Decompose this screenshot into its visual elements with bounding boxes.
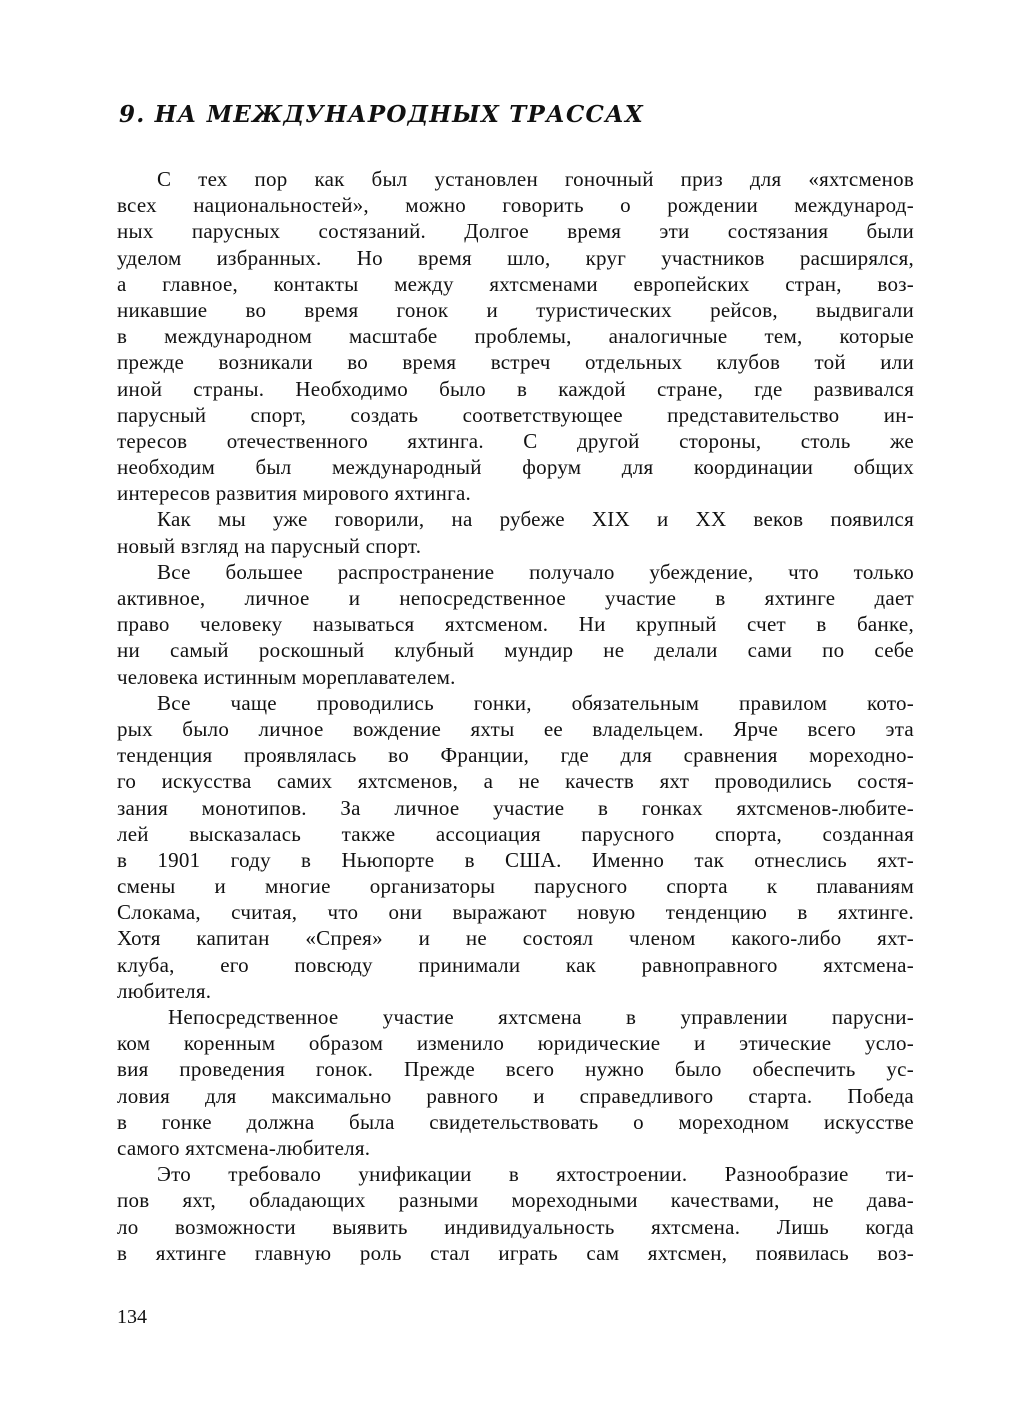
text-line: ни самый роскошный клубный мундир не делали сами по себе [117, 638, 914, 663]
text-line: С тех пор как был установлен гоночный приз для «яхтсменов [157, 167, 914, 191]
text-line: клуба, его повсюду принимали как равноправного яхтсмена- [117, 952, 914, 977]
text-line: а главное, контакты между яхтсменами европейских стран, воз- [117, 271, 914, 296]
text-line: Это требовало унификации в яхтостроении. Разнообразие ти- [157, 1162, 914, 1187]
text-line: иной страны. Необходимо было в каждой стране, где развивался [117, 376, 914, 401]
text-line: рых было личное вождение яхты ее владельцем. Ярче всего эта [117, 716, 914, 741]
text-line: смены и многие организаторы парусного спорта к плаваниям [117, 874, 914, 899]
text-line: пов яхт, обладающих разными мореходными качествами, не дава- [117, 1188, 914, 1213]
text-line: ло возможности выявить индивидуальность яхтсмена. Лишь когда [117, 1214, 914, 1239]
text-line: уделом избранных. Но время шло, круг участников расширялся, [117, 245, 914, 270]
text-line: Слокама, считая, что они выражают новую тенденцию в яхтинге. [117, 900, 914, 925]
text-line: никавшие во время гонок и туристических рейсов, выдвигали [117, 297, 914, 322]
text-line: всех национальностей», можно говорить о рождении международ- [117, 193, 914, 218]
text-line: тенденция проявлялась во Франции, где для сравнения мореходно- [117, 743, 914, 768]
text-line: новый взгляд на парусный спорт. [117, 533, 422, 558]
text-line: человека истинным мореплавателем. [117, 664, 456, 689]
text-line: вия проведения гонок. Прежде всего нужно было обеспечить ус- [117, 1057, 914, 1082]
text-line: тересов отечественного яхтинга. С другой стороны, столь же [117, 428, 914, 453]
text-line: Хотя капитан «Спрея» и не состоял членом какого-либо яхт- [117, 926, 914, 951]
text-line: самого яхтсмена-любителя. [117, 1135, 371, 1160]
chapter-title: 9. НА МЕЖДУНАРОДНЫХ ТРАССАХ [119, 101, 644, 128]
text-line: парусный спорт, создать соответствующее представительство ин- [117, 402, 914, 427]
text-line: прежде возникали во время встреч отдельных клубов той или [117, 350, 914, 375]
text-line: в гонке должна была свидетельствовать о мореходном искусстве [117, 1109, 914, 1134]
text-line: лей высказалась также ассоциация парусного спорта, созданная [117, 821, 914, 846]
text-line: любителя. [117, 978, 212, 1003]
text-line: в 1901 году в Ньюпорте в США. Именно так отнеслись яхт- [117, 847, 914, 872]
text-line: Все большее распространение получало убеждение, что только [157, 559, 914, 584]
text-line: го искусства самих яхтсменов, а не качеств яхт проводились состя- [117, 769, 914, 794]
text-line: интересов развития мирового яхтинга. [117, 481, 472, 506]
text-line: активное, личное и непосредственное участие в яхтинге дает [117, 586, 914, 610]
text-line: ных парусных состязаний. Долгое время эти состязания были [117, 219, 914, 244]
text-line: ком коренным образом изменило юридические и этические усло- [117, 1031, 914, 1056]
text-line: ловия для максимально равного и справедливого старта. Победа [117, 1083, 914, 1108]
text-line: Как мы уже говорили, на рубеже XIX и XX веков появился [157, 507, 914, 532]
text-line: в международном масштабе проблемы, аналогичные тем, которые [117, 324, 914, 349]
text-line: право человеку называться яхтсменом. Ни крупный счет в банке, [117, 612, 914, 637]
text-line: необходим был международный форум для координации общих [117, 455, 914, 480]
text-line: зания монотипов. За личное участие в гонках яхтсменов-любите- [117, 795, 914, 820]
body-text [117, 166, 914, 1266]
text-line: в яхтинге главную роль стал играть сам яхтсмен, появилась воз- [117, 1240, 914, 1265]
text-line: Непосредственное участие яхтсмена в управлении парусни- [168, 1005, 914, 1029]
text-line: Все чаще проводились гонки, обязательным правилом кото- [157, 690, 914, 715]
page-number: 134 [117, 1306, 147, 1328]
